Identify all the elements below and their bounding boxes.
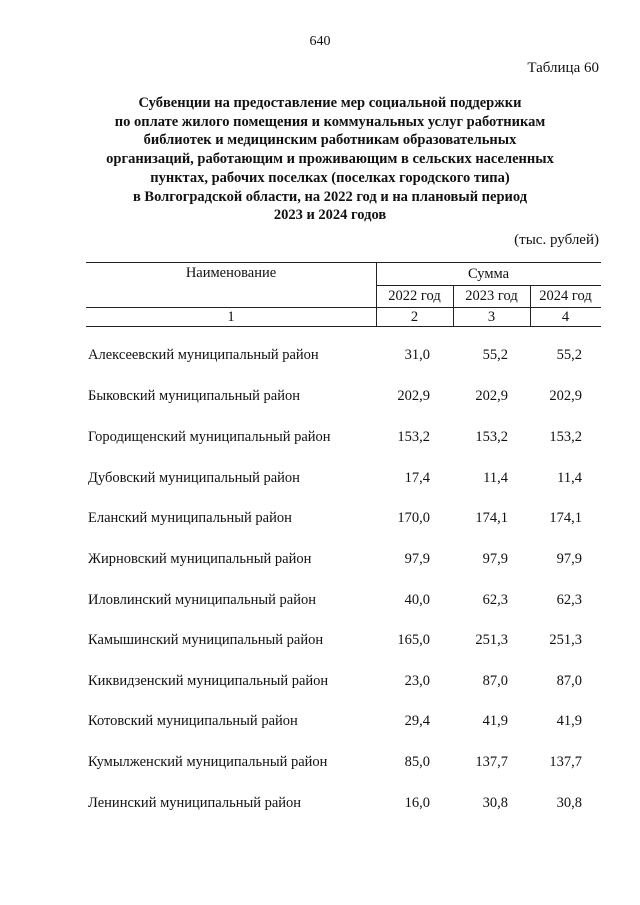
table-row xyxy=(0,551,640,571)
table-row xyxy=(0,470,640,490)
row-name: Киквидзенский муниципальный район xyxy=(88,673,329,689)
row-value-2024: 41,9 xyxy=(556,713,582,729)
row-value-2022: 29,4 xyxy=(404,713,430,729)
header-sum: Сумма xyxy=(467,266,510,282)
sum-divider-rule xyxy=(376,285,601,286)
row-value-2023: 202,9 xyxy=(475,388,508,404)
title-line: организаций, работающим и проживающим в сельских населенных xyxy=(106,151,554,168)
table-row xyxy=(0,632,640,652)
row-value-2022: 17,4 xyxy=(404,470,430,486)
row-name: Камышинский муниципальный район xyxy=(88,632,324,648)
title-line: по оплате жилого помещения и коммунальных услуг работникам xyxy=(114,113,546,130)
row-value-2024: 137,7 xyxy=(549,754,582,770)
row-value-2023: 174,1 xyxy=(475,510,508,526)
row-value-2024: 87,0 xyxy=(556,673,582,689)
row-value-2022: 40,0 xyxy=(404,592,430,608)
row-name: Городищенский муниципальный район xyxy=(88,429,331,445)
table-row xyxy=(0,429,640,449)
row-value-2024: 153,2 xyxy=(549,429,582,445)
title-line: 2023 и 2024 годов xyxy=(273,207,387,224)
title-line: пунктах, рабочих поселках (поселках городского типа) xyxy=(150,169,510,186)
column-number-bottom-rule xyxy=(86,326,601,327)
header-name: Наименование xyxy=(185,265,277,281)
row-value-2023: 11,4 xyxy=(483,470,508,486)
row-value-2022: 16,0 xyxy=(404,795,430,811)
title-line: в Волгоградской области, на 2022 год и на плановый период xyxy=(132,188,528,205)
row-name: Быковский муниципальный район xyxy=(88,388,300,404)
row-value-2023: 55,2 xyxy=(482,347,508,363)
row-value-2023: 251,3 xyxy=(475,632,508,648)
row-name: Дубовский муниципальный район xyxy=(88,470,300,486)
row-name: Котовский муниципальный район xyxy=(88,713,298,729)
row-value-2024: 62,3 xyxy=(556,592,582,608)
row-value-2024: 55,2 xyxy=(556,347,582,363)
table-top-rule xyxy=(86,262,601,263)
row-name: Еланский муниципальный район xyxy=(88,510,292,526)
units-label: (тыс. рублей) xyxy=(514,232,599,248)
row-value-2023: 62,3 xyxy=(482,592,508,608)
table-row xyxy=(0,713,640,733)
row-value-2022: 23,0 xyxy=(404,673,430,689)
row-value-2022: 165,0 xyxy=(397,632,430,648)
row-value-2022: 202,9 xyxy=(397,388,430,404)
row-name: Жирновский муниципальный район xyxy=(88,551,312,567)
row-value-2022: 31,0 xyxy=(404,347,430,363)
row-name: Алексеевский муниципальный район xyxy=(88,347,319,363)
table-row xyxy=(0,754,640,774)
column-number-4: 4 xyxy=(561,309,570,325)
header-bottom-rule xyxy=(86,307,601,308)
column-number-2: 2 xyxy=(410,309,419,325)
header-year-2023: 2023 год xyxy=(465,288,518,304)
row-value-2022: 170,0 xyxy=(397,510,430,526)
row-value-2022: 153,2 xyxy=(397,429,430,445)
row-value-2024: 11,4 xyxy=(557,470,582,486)
row-value-2023: 87,0 xyxy=(482,673,508,689)
column-number-3: 3 xyxy=(487,309,496,325)
column-number-1: 1 xyxy=(227,309,235,325)
row-name: Кумылженский муниципальный район xyxy=(88,754,328,770)
row-value-2022: 97,9 xyxy=(404,551,430,567)
row-value-2023: 41,9 xyxy=(482,713,508,729)
title-line: библиотек и медицинским работникам образовательных xyxy=(143,132,517,149)
table-row xyxy=(0,592,640,612)
row-value-2024: 174,1 xyxy=(549,510,582,526)
row-value-2024: 251,3 xyxy=(549,632,582,648)
table-row xyxy=(0,510,640,530)
document-title xyxy=(80,94,580,225)
row-value-2024: 97,9 xyxy=(556,551,582,567)
row-value-2024: 202,9 xyxy=(549,388,582,404)
row-name: Иловлинский муниципальный район xyxy=(88,592,316,608)
header-year-2022: 2022 год xyxy=(388,288,441,304)
title-line: Субвенции на предоставление мер социальной поддержки xyxy=(138,95,522,111)
row-value-2023: 153,2 xyxy=(475,429,508,445)
row-value-2023: 137,7 xyxy=(475,754,508,770)
page-number: 640 xyxy=(309,34,331,49)
table-row xyxy=(0,388,640,408)
table-label: Таблица 60 xyxy=(527,60,599,76)
row-value-2022: 85,0 xyxy=(404,754,430,770)
table-row xyxy=(0,347,640,367)
table-row xyxy=(0,673,640,693)
row-name: Ленинский муниципальный район xyxy=(88,795,302,811)
row-value-2023: 97,9 xyxy=(482,551,508,567)
row-value-2024: 30,8 xyxy=(556,795,582,811)
row-value-2023: 30,8 xyxy=(482,795,508,811)
header-year-2024: 2024 год xyxy=(539,288,592,304)
table-row xyxy=(0,795,640,815)
